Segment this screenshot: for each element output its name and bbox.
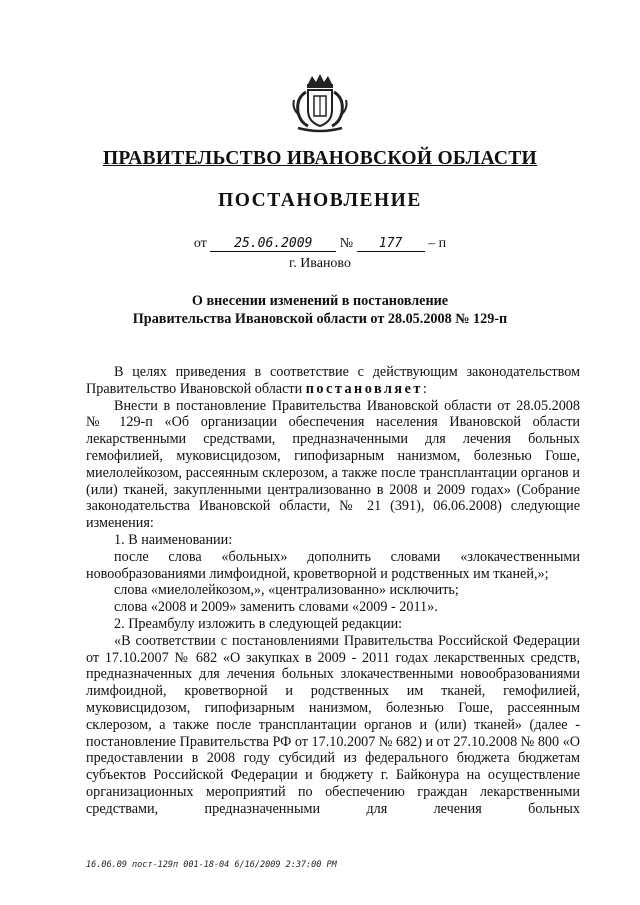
footer-stamp: 16.06.09 пост-129п 001-18-04 6/16/2009 2:37:00 PM <box>86 860 337 870</box>
number-suffix: – п <box>428 236 447 251</box>
coat-of-arms-emblem-icon <box>288 70 352 134</box>
preamble-paragraph <box>86 364 580 398</box>
date-number-line <box>0 236 640 252</box>
subject-line-1: О внесении изменений в постановление <box>191 293 449 309</box>
decree-keyword: постановляет <box>305 380 423 397</box>
body-paragraph: после слова «больных» дополнить словами «злокачественными новообразованиями лимфоидной, кроветворной и родственных им тканей,»; <box>86 548 580 582</box>
body-paragraph: слова «2008 и 2009» заменить словами «2009 - 2011». <box>114 599 438 616</box>
preamble-colon: : <box>422 380 427 397</box>
document-subject <box>0 292 640 328</box>
date-prefix: от <box>193 236 207 251</box>
body-paragraph: Внести в постановление Правительства Ивановской области от 28.05.2008 № 129-п «Об организации обеспечения населения Ивановской области лекарственными средствами, предназначенными для лечения больных гемофилией, муковисцидозом, гипофизарным нанизмом, болезнью Гоше, миелолейкозом, рассеянным склерозом, а также после трансплантации органов и (или) тканей, закупленными централизованно в 2008 и 2009 годах» (Собрание законодательства Ивановской области, № 21 (391), 06.06.2008) следующие изменения: <box>86 397 580 532</box>
body-paragraph: «В соответствии с постановлениями Правительства Российской Федерации от 17.10.2007 № 682 «О закупках в 2009 - 2011 годах лекарственных средств, предназначенных для лечения больных злокачественными новообразованиями лимфоидной, кроветворной и родственных им тканей, гемофилией, муковисцидозом, гипофизарным нанизмом, болезнью Гоше, рассеянным склерозом, а также после трансплантации органов и (или) тканей» (далее - постановление Правительства РФ от 17.10.2007 № 682) и от 27.10.2008 № 800 «О предоставлении в 2008 году субсидий из федерального бюджета бюджетам субъектов Российской Федерации и бюджету г. Байконура на осуществление организационных мероприятий по обеспечению граждан лекарственными средствами, предназначенными для лечения больных <box>86 632 580 817</box>
city-line: г. Иваново <box>289 256 351 271</box>
handwritten-date: 25.06.2009 <box>210 236 336 252</box>
document-type-title: ПОСТАНОВЛЕНИЕ <box>218 190 422 211</box>
subject-line-2: Правительства Ивановской области от 28.05.2008 № 129-п <box>132 311 508 327</box>
organization-title: ПРАВИТЕЛЬСТВО ИВАНОВСКОЙ ОБЛАСТИ <box>102 148 538 169</box>
preamble-text: В целях приведения в соответствие с действующим законодательством Правительство Ивановской области <box>86 364 580 397</box>
body-paragraph: слова «миелолейкозом,», «централизованно» исключить; <box>114 582 459 599</box>
handwritten-number: 177 <box>357 236 425 252</box>
body-paragraph: 2. Преамбулу изложить в следующей редакции: <box>114 615 403 632</box>
body-paragraph: 1. В наименовании: <box>114 531 233 548</box>
document-body <box>86 364 580 818</box>
number-prefix: № <box>339 236 354 251</box>
